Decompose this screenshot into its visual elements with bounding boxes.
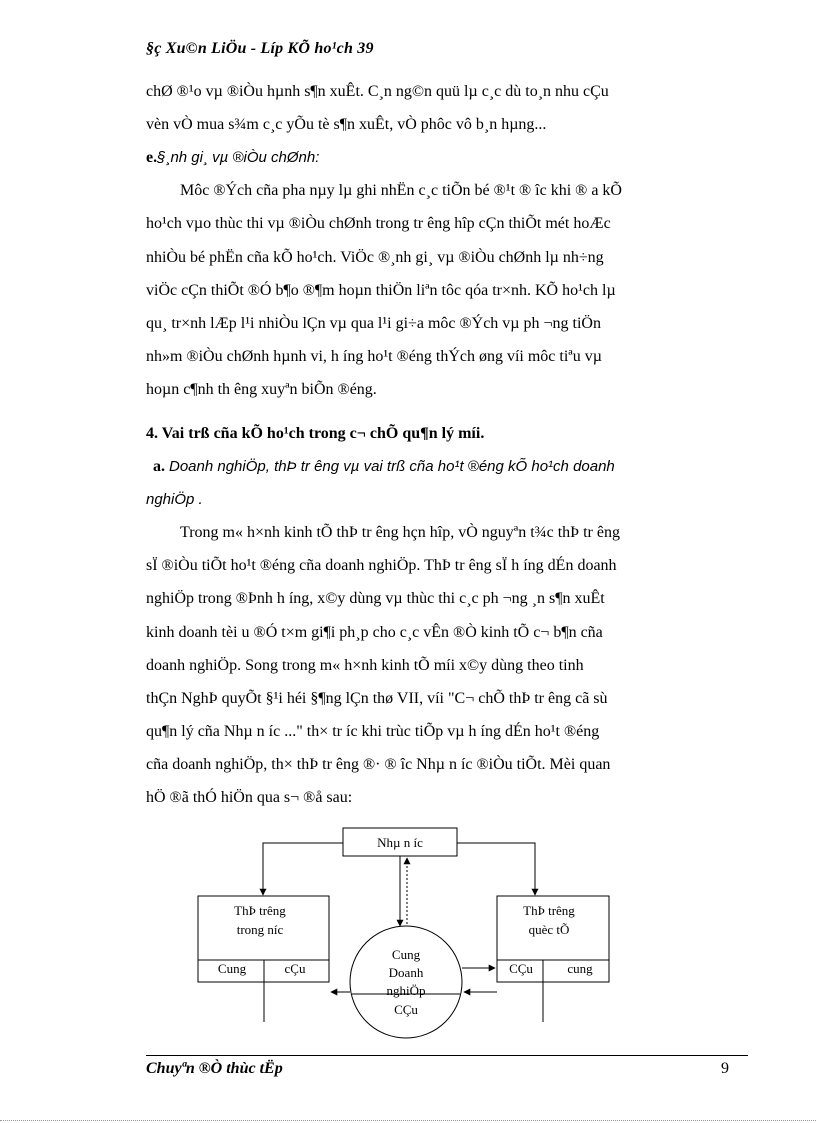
domestic-market-label-2: trong níc bbox=[236, 922, 284, 937]
section-4-title: 4. Vai trß cña kÕ ho¹ch trong c¬ chÕ qu¶n lý míi. bbox=[146, 425, 485, 442]
body-line: Trong m« h×nh kinh tÕ thÞ tr êng hçn hîp, vÒ nguyªn t¾c thÞ tr êng bbox=[180, 524, 620, 541]
foreign-market-label-2: quèc tÕ bbox=[528, 922, 570, 937]
page-header: §ç Xu©n LiÖu - Líp KÕ ho¹ch 39 bbox=[146, 40, 374, 57]
body-line: nhiÒu bé phËn cña kÕ ho¹ch. ViÖc ®¸nh gi¸ vµ ®iÒu chØnh lµ nh÷ng bbox=[146, 249, 604, 266]
body-line: sÏ ®iÒu tiÕt ho¹t ®éng cña doanh nghiÖp. ThÞ tr êng sÏ h íng dÉn doanh bbox=[146, 557, 617, 574]
page-bottom-rule bbox=[0, 1120, 816, 1121]
footer-title: Chuyªn ®Ò thùc tËp bbox=[146, 1060, 283, 1077]
body-line: kinh doanh tèi u ®Ó t×m gi¶i ph¸p cho c¸c vÊn ®Ò kinh tÕ c¬ b¶n cña bbox=[146, 624, 603, 641]
enterprise-label-2: Doanh bbox=[388, 965, 424, 980]
body-line: viÖc cÇn thiÕt ®Ó b¶o ®¶m hoµn thiÖn liªn tôc qóa tr×nh. KÕ ho¹ch lµ bbox=[146, 282, 616, 299]
enterprise-label-3: nghiÖp bbox=[386, 983, 426, 998]
body-line: doanh nghiÖp. Song trong m« h×nh kinh tÕ míi x©y dùng theo tinh bbox=[146, 657, 584, 674]
body-line: qu¶n lý cña Nhµ n íc ..." th× tr íc khi trùc tiÕp vµ h íng dÉn ho¹t ®éng bbox=[146, 723, 600, 740]
state-label: Nhµ n íc bbox=[377, 835, 423, 850]
body-line: hÖ ®ã thÓ hiÖn qua s¬ ®å sau: bbox=[146, 789, 353, 806]
state-to-domestic-arrow bbox=[263, 843, 343, 895]
body-line: vèn vÒ mua s¾m c¸c yÕu tè s¶n xuÊt, vÒ phôc vô b¸n hµng... bbox=[146, 116, 547, 133]
body-line: thÇn NghÞ quyÕt §¹i héi §¶ng lÇn thø VII, víi "C¬ chÕ thÞ tr êng cã sù bbox=[146, 690, 608, 707]
page-number: 9 bbox=[721, 1060, 729, 1077]
subsection-e-title: §¸nh gi¸ vµ ®iÒu chØnh: bbox=[157, 149, 320, 166]
body-line: cña doanh nghiÖp, th× thÞ tr êng ®· ® îc Nhµ n íc ®iÒu tiÕt. Mèi quan bbox=[146, 756, 611, 773]
subsection-a-prefix: a. bbox=[153, 458, 165, 475]
enterprise-label-1: Cung bbox=[391, 947, 421, 962]
subsection-a-title-cont: nghiÖp . bbox=[146, 491, 203, 508]
body-line: nh»m ®iÒu chØnh hµnh vi, h íng ho¹t ®éng thÝch øng víi môc tiªu vµ bbox=[146, 348, 602, 365]
domestic-supply-label: Cung bbox=[217, 961, 247, 976]
state-to-foreign-arrow bbox=[457, 843, 535, 895]
body-line: qu¸ tr×nh lÆp l¹i nhiÒu lÇn vµ qua l¹i gi÷a môc ®Ých vµ ph ¬ng tiÖn bbox=[146, 315, 601, 332]
domestic-market-label: ThÞ trêng bbox=[234, 903, 286, 918]
body-line: Môc ®Ých cña pha nµy lµ ghi nhËn c¸c tiÕn bé ®¹t ® îc khi ® a kÕ bbox=[180, 182, 622, 199]
foreign-market-label: ThÞ trêng bbox=[523, 903, 575, 918]
body-line: chØ ®¹o vµ ®iÒu hµnh s¶n xuÊt. C¸n ng©n quü lµ c¸c dù to¸n nhu cÇu bbox=[146, 83, 609, 100]
subsection-e-prefix: e. bbox=[146, 149, 158, 166]
domestic-demand-label: cÇu bbox=[284, 961, 306, 976]
subsection-a-title: Doanh nghiÖp, thÞ tr êng vµ vai trß cña ho¹t ®éng kÕ ho¹ch doanh bbox=[169, 458, 615, 475]
enterprise-label-4: CÇu bbox=[394, 1002, 418, 1017]
body-line: hoµn c¶nh th êng xuyªn biÕn ®éng. bbox=[146, 381, 377, 398]
body-line: nghiÖp trong ®Þnh h íng, x©y dùng vµ thùc thi c¸c ph ¬ng ¸n s¶n xuÊt bbox=[146, 590, 605, 607]
body-line: ho¹ch vµo thùc thi vµ ®iÒu chØnh trong tr êng hîp cÇn thiÕt mét hoÆc bbox=[146, 215, 611, 232]
foreign-supply-label: cung bbox=[567, 961, 593, 976]
foreign-demand-label: CÇu bbox=[509, 961, 533, 976]
footer-divider bbox=[146, 1055, 748, 1056]
enterprise-circle bbox=[350, 926, 462, 1038]
